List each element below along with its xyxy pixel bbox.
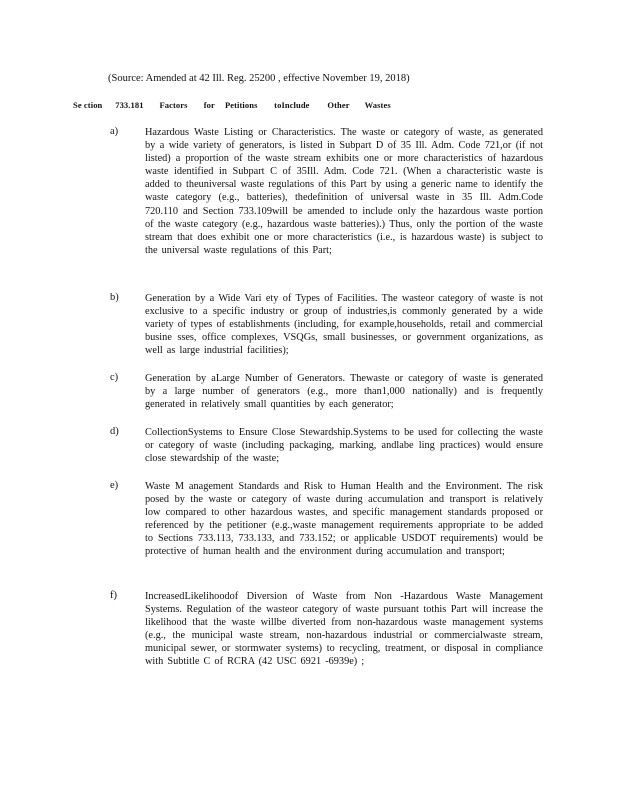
item-label: e) (110, 480, 119, 491)
section-number: 733.181 (115, 100, 144, 110)
item-text: Hazardous Waste Listing or Characteristics. The waste or category of waste, as generated by a wide variety of generators, is listed in Subpart D of 35 Ill. Adm. Code 721,or (if not listed) a proportion of the waste stream exhibits one or more characteristics of hazardous waste identified in Subpart C of 35Ill. Adm. Code 721. (When a characteristic waste is added to theuniversal waste regulations of this Part by using a generic name to identify the waste category (e.g., batteries), thedefinition of universal waste in 35 Ill. Adm.Code 720.110 and Section 733.109will be amended to include only the hazardous waste portion of the waste category (e.g., hazardous waste batteries).) Thus, only the portion of the waste stream that does exhibit one or more characteristics (i.e., is hazardous waste) is subject to the universal waste regulations of this Part; (145, 127, 543, 256)
section-heading (73, 100, 391, 110)
section-title-word: Factors (159, 100, 188, 110)
item-text: Generation by aLarge Number of Generators. Thewaste or category of waste is generated by a large number of generators (e.g., more than1,000 nationally) and is frequently generated in relatively small quantities by each generator; (145, 373, 543, 411)
item-label: f) (110, 590, 117, 601)
section-title-word: Wastes (364, 100, 391, 110)
item-text: CollectionSystems to Ensure Close Stewardship.Systems to be used for collecting the waste or category of waste (including packaging, marking, andlabe ling practices) would ensure close stewardship of the waste; (145, 427, 543, 465)
item-label: c) (110, 372, 119, 383)
section-title-word: toInclude (274, 100, 310, 110)
item-text: Waste M anagement Standards and Risk to Human Health and the Environment. The risk posed by the waste or category of waste during accumulation and transport is relatively low compared to other hazardous wastes, and specific management standards proposed or referenced by the petitioner (e.g.,waste management requirements appropriate to be added to Sections 733.113, 733.133, and 733.152; or applicable USDOT requirements) would be protective of human health and the environment during accumulation and transport; (145, 481, 543, 558)
section-title-word: Other (327, 100, 350, 110)
item-text: IncreasedLikelihoodof Diversion of Waste from Non -Hazardous Waste Management Systems. Regulation of the wasteor category of waste pursuant tothis Part will increase the likelihood that the waste willbe diverted from non-hazardous waste management systems (e.g., the municipal waste stream, non-hazardous industrial or commercialwaste stream, municipal sewer, or stormwater systems) to recycling, treatment, or disposal in compliance with Subtitle C of RCRA (42 USC 6921 -6939e) ; (145, 591, 543, 668)
section-title-word: Petitions (224, 100, 258, 110)
item-label: b) (110, 292, 119, 303)
item-label: d) (110, 426, 119, 437)
item-label: a) (110, 126, 119, 137)
source-note: (Source: Amended at 42 Ill. Reg. 25200 , effective November 19, 2018) (108, 73, 410, 84)
item-text: Generation by a Wide Vari ety of Types of Facilities. The wasteor category of waste is not exclusive to a specific industry or group of industries,is commonly generated by a wide variety of types of establishments (including, for example,households, retail and commercial busine sses, office complexes, VSQGs, small businesses, or government organizations, as well as large industrial facilities); (145, 293, 543, 357)
section-label: Se ction (73, 100, 103, 110)
section-title-word: for (203, 100, 215, 110)
